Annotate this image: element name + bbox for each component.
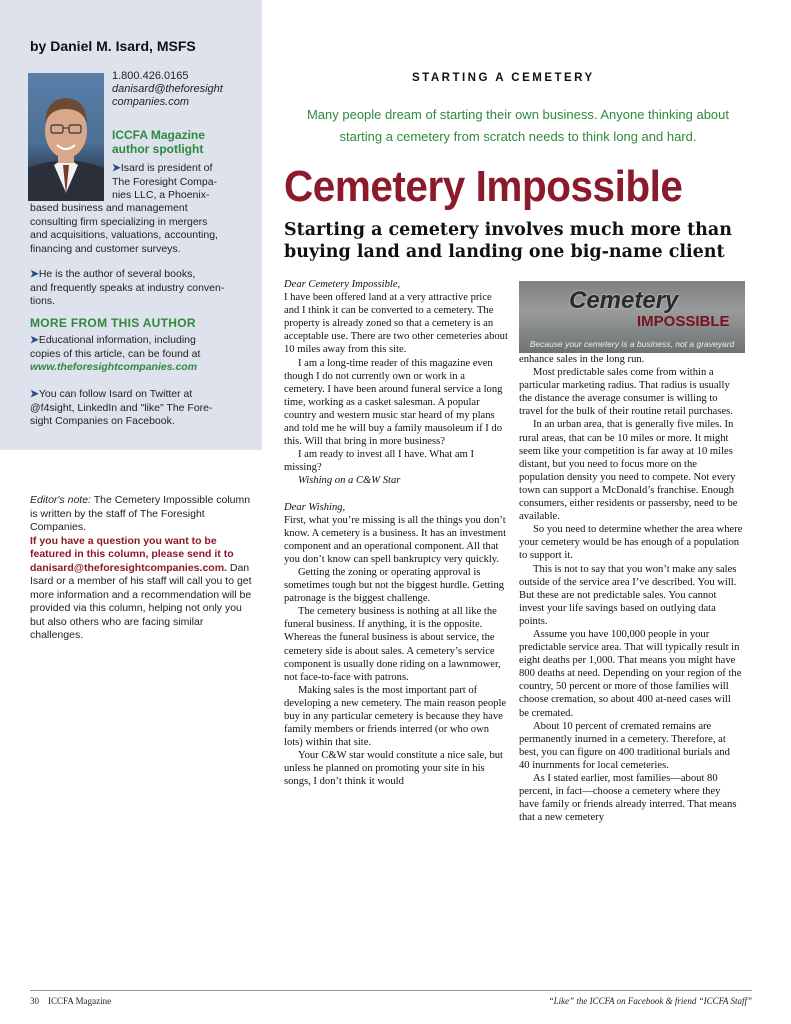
author-spotlight-heading [112, 128, 205, 156]
bio-line: consulting firm specializing in mergers [30, 215, 208, 228]
paragraph: Most predictable sales come from within a particular marketing radius. That radius is usually the distance the average consumer is willing to travel for the bulk of their routine retail purchases. [519, 367, 733, 418]
bio-line: nies LLC, a Phoenix- [112, 189, 210, 201]
paragraph: Getting the zoning or operating approval is sometimes tough but not the biggest hurdle. Getting patronage is the biggest challenge. [284, 566, 505, 605]
spotlight-line-1: ICCFA Magazine [112, 128, 205, 142]
spotlight-line-2: author spotlight [112, 142, 204, 156]
bio-line: You can follow Isard on Twitter at [38, 388, 193, 400]
bio-line: financing and customer surveys. [30, 242, 181, 255]
editors-note-highlight[interactable]: If you have a question you want to be featured in this column, please send it to danisard@theforesightcompanies.com. [30, 534, 234, 574]
editors-note [30, 494, 255, 643]
editors-note-rest: Dan Isard or a member of his staff will call you to get more information and a recommendation will be provided via this column, helping not only you but also others who are facing similar challenges. [30, 561, 252, 641]
signature: Wishing on a C&W Star [298, 475, 401, 487]
more-twitter [30, 388, 213, 429]
paragraph: So you need to determine whether the area where your cemetery would be has enough of a population to support it. [519, 524, 743, 562]
column-logo-image [519, 281, 745, 353]
author-byline: by Daniel M. Isard, MSFS [30, 38, 196, 54]
article-headline: Cemetery Impossible [284, 162, 683, 211]
paragraph: The cemetery business is nothing at all like the funeral business. If anything, it is the opposite. Whereas the funeral business is about service, the cemetery side is about sales. A cemetery’s service component is usually done riding on a lawnmower, not face-to-face with patrons. [284, 606, 501, 683]
more-from-author-heading: MORE FROM THIS AUTHOR [30, 316, 196, 330]
paragraph: Making sales is the most important part of developing a new cemetery. The main reason people buy in any particular cemetery is because they have family members or friends interred (or who own lots) within that site. [284, 684, 507, 749]
bio-line: He is the author of several books, [38, 268, 196, 280]
bio-line: based business and management [30, 202, 188, 214]
author-books [30, 268, 224, 309]
bio-line: @f4sight, LinkedIn and "like" The Fore- [30, 401, 213, 414]
bio-line: sight Companies on Facebook. [30, 415, 175, 427]
paragraph: I have been offered land at a very attractive price and I think it can be converted to a cemetery. The property is already zoned so that a cemetery is an acceptable use. There are two other cemeteries about 10 miles away from this site. [284, 292, 508, 356]
arrow-icon: ➤ [30, 268, 39, 280]
arrow-icon: ➤ [30, 388, 39, 400]
bio-line: tions. [30, 295, 56, 307]
author-contact [112, 70, 223, 109]
author-email-domain: companies.com [112, 96, 190, 108]
paragraph: I am a long-time reader of this magazine even though I do not currently own or work in a cemetery. I have been around funeral service a long time, working as a casket salesman. A popular country and western music star heard of my plans and told me he will buy a family mausoleum if I do this. Will that bring in more business? [284, 357, 503, 448]
bio-line: and frequently speaks at industry conven- [30, 281, 225, 294]
author-photo [28, 73, 104, 201]
article-subhead: Starting a cemetery involves much more than buying land and landing one big-name client [284, 220, 732, 262]
paragraph: Dear Wishing, [284, 501, 346, 513]
page-number: 30 [30, 996, 39, 1006]
magazine-name: ICCFA Magazine [48, 996, 112, 1006]
author-phone: 1.800.426.0165 [112, 70, 189, 82]
paragraph: Dear Cemetery Impossible, [284, 279, 401, 290]
more-educational [30, 334, 200, 375]
article-column-1 [284, 278, 508, 789]
paragraph: About 10 percent of cremated remains are permanently inurned in a cemetery. Therefore, at best, you can figure on 400 traditional burials and 40 inurnments for local cemeteries. [519, 720, 730, 771]
editors-note-label: Editor's note: [30, 494, 91, 506]
paragraph: enhance sales in the long run. [519, 354, 645, 365]
paragraph: In an urban area, that is generally five miles. In rural areas, that can be 10 miles or more. It might seem like your competition is far away at 10 miles distant, but you need to focus more on the population density you need to compete. Not every town can support a McDonald’s franchise. Enough consumers, either residents or passersby, need to be available. [519, 419, 738, 523]
author-bio [112, 162, 217, 203]
arrow-icon: ➤ [112, 162, 121, 174]
author-bio-cont [30, 202, 218, 256]
paragraph: I am ready to invest all I have. What am I missing? [284, 449, 475, 474]
editors-note-text: The Cemetery Impossible column is written by the staff of The Foresight Companies. [30, 494, 251, 533]
bio-line: and acquisitions, valuations, accounting, [30, 229, 218, 241]
paragraph: As I stated earlier, most families—about 80 percent, in fact—choose a cemetery where they have family or friends already interred. That means that a new cemetery [519, 773, 737, 824]
footer-social: “Like” the ICCFA on Facebook & friend “ICCFA Staff” [548, 996, 752, 1006]
paragraph: Your C&W star would constitute a nice sale, but unless he planned on promoting your site in his songs, I don’t think it would [284, 750, 503, 788]
arrow-icon: ➤ [30, 334, 39, 346]
paragraph: First, what you’re missing is all the things you don’t know. A cemetery is a business. It has an investment component and an operational component. All that you don’t know can spell bankruptcy very quickly. [284, 514, 507, 565]
author-sidebar [0, 0, 262, 450]
column-logo-caption: Because your cemetery is a business, not a graveyard [529, 339, 735, 349]
bio-line: Isard is president of [120, 162, 213, 174]
column-logo-subtitle: IMPOSSIBLE [637, 313, 730, 330]
column-logo-title: Cemetery [569, 287, 679, 314]
paragraph: This is not to say that you won’t make any sales outside of the service area I’ve described. You will. But these are not predictable sales. You cannot invest your life savings based on outlying data points. [519, 563, 737, 627]
article-column-2 [519, 353, 743, 824]
author-email[interactable]: danisard@theforesight [112, 83, 223, 95]
bio-line: copies of this article, can be found at [30, 347, 201, 360]
website-link[interactable]: www.theforesightcompanies.com [30, 361, 198, 373]
bio-line: Educational information, including [38, 334, 196, 346]
bio-line: The Foresight Compa- [112, 175, 218, 188]
footer-folio [30, 996, 111, 1006]
section-kicker: STARTING A CEMETERY [412, 72, 595, 84]
paragraph: Assume you have 100,000 people in your predictable service area. That will typically result in eight deaths per 1,000. That means you might have 800 deaths at need. Depending on your region of the country, 50 percent or more of those families will choose cremation, so about 400 at-need cases will be cremated. [519, 628, 742, 719]
footer-rule [30, 990, 752, 991]
article-deck: Many people dream of starting their own business. Anyone thinking about starting a cemetery from scratch needs to think long and hard. [306, 107, 730, 144]
